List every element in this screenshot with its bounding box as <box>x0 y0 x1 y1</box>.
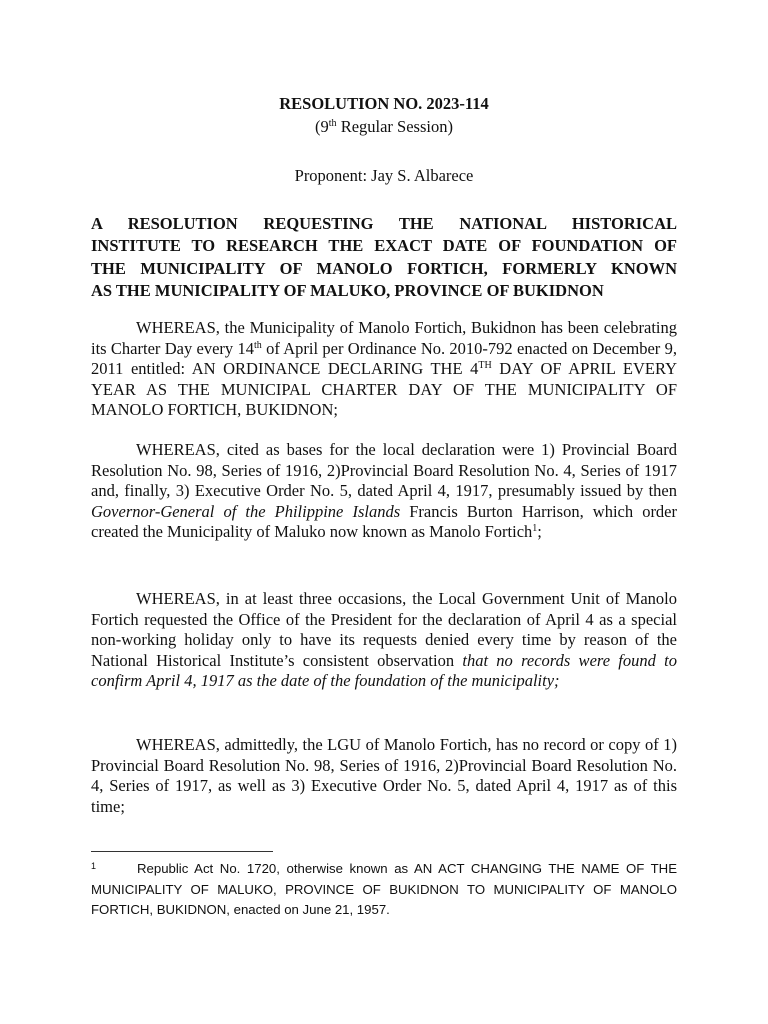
session-label <box>0 116 768 138</box>
p2-text-b: Francis Burton Harrison, which order created the Municipality of Maluko now known as Manolo Fortich <box>91 501 678 542</box>
p3-text-a: WHEREAS, in at least three occasions, the Local Government Unit of Manolo Fortich requested the Office of the President for the declaration of April 4 as a special non-working holiday only to have its requests denied every time by reason of the National Historical Institute’s consistent observation <box>91 589 677 670</box>
footnote-text: Republic Act No. 1720, otherwise known as AN ACT CHANGING THE NAME OF THE MUNICIPALITY OF MALUKO, PROVINCE OF BUKIDNON TO MUNICIPALITY OF MANOLO FORTICH, BUKIDNON, enacted on June 21, 1957. <box>91 861 677 917</box>
title-line: THE MUNICIPALITY OF MANOLO FORTICH, FORMERLY KNOWN <box>91 258 677 278</box>
whereas-paragraph-4 <box>91 735 677 817</box>
proponent: Proponent: Jay S. Albarece <box>294 166 474 185</box>
session-suffix: Regular Session) <box>336 117 453 136</box>
p1-text-c: DAY OF APRIL EVERY YEAR AS THE MUNICIPAL CHARTER DAY OF THE MUNICIPALITY OF MANOLO FORTICH, BUKIDNON; <box>91 359 677 420</box>
whereas-paragraph-1 <box>91 318 677 421</box>
whereas-paragraph-3 <box>91 589 677 692</box>
session-prefix: (9 <box>315 117 329 136</box>
p2-italic-text: Governor-General of the Philippine Islands <box>91 501 401 521</box>
p1-text-a: WHEREAS, the Municipality of Manolo Fortich, Bukidnon has been celebrating its Charter Day every 14 <box>91 318 677 358</box>
resolution-number: RESOLUTION NO. 2023-114 <box>279 94 489 113</box>
title-line: AS THE MUNICIPALITY OF MALUKO, PROVINCE OF BUKIDNON <box>91 281 604 301</box>
session-ordinal-suffix: th <box>328 118 337 129</box>
footnote-separator <box>91 851 273 852</box>
p3-italic-text: that no records were found to confirm April 4, 1917 as the date of the foundation of the municipality; <box>91 650 678 691</box>
title-line: INSTITUTE TO RESEARCH THE EXACT DATE OF FOUNDATION OF <box>91 236 677 256</box>
whereas-paragraph-2 <box>91 440 677 543</box>
title-line: A RESOLUTION REQUESTING THE NATIONAL HISTORICAL <box>91 214 677 233</box>
p2-text-a: WHEREAS, cited as bases for the local declaration were 1) Provincial Board Resolution No. 98, Series of 1916, 2)Provincial Board Resolution No. 4, Series of 1917 and, finally, 3) Executive Order No. 5, dated April 4, 1917, presumably issued by then <box>91 440 677 501</box>
p2-text-c: ; <box>537 522 542 542</box>
footnote: 1 Republic Act No. 1720, otherwise known as AN ACT CHANGING THE NAME OF THE MUNICIPALITY OF MALUKO, PROVINCE OF BUKIDNON TO MUNICIPALITY OF MANOLO FORTICH, BUKIDNON, enacted on June 21, 1957. <box>91 861 677 917</box>
p1-sup-b: TH <box>478 360 492 372</box>
p1-text-b: of April per Ordinance No. 2010-792 enacted on December 9, 2011 entitled: AN ORDINANCE DECLARING THE 4 <box>91 338 677 379</box>
p4-text: WHEREAS, admittedly, the LGU of Manolo Fortich, has no record or copy of 1) Provincial Board Resolution No. 98, Series of 1916, 2)Provincial Board Resolution No. 4, Series of 1917, as well as 3) Executive Order No. 5, dated April 4, 1917 as of this time; <box>91 735 677 816</box>
p1-sup-a: th <box>253 339 262 351</box>
resolution-title <box>91 213 677 303</box>
footnote-reference[interactable]: 1 <box>532 523 538 535</box>
